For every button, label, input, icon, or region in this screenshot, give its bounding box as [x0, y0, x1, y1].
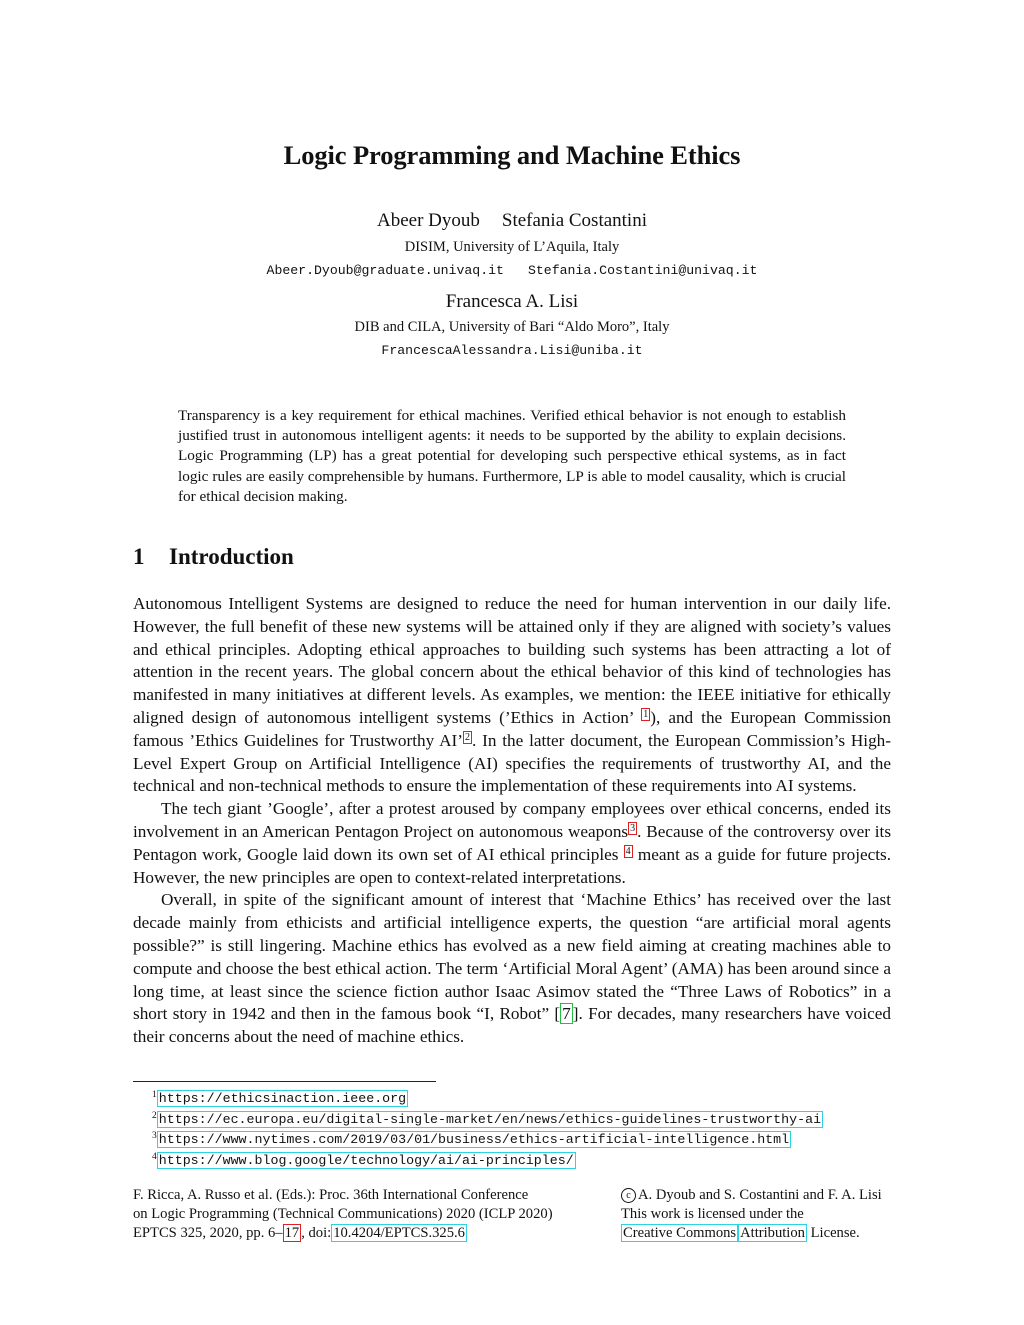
footnote-url-link[interactable]: https://ethicsinaction.ieee.org [158, 1091, 407, 1106]
author-name-group-2: Francesca A. Lisi [445, 291, 579, 312]
citation-link-7[interactable]: 7 [562, 1004, 571, 1024]
affiliation-group-1: DISIM, University of L’Aquila, Italy [404, 239, 620, 255]
footnote-divider [133, 1081, 436, 1082]
section-number: 1 [133, 544, 145, 569]
author-names-group-1 [0, 210, 1024, 232]
author-email: Stefania.Costantini@univaq.it [527, 263, 758, 278]
author-email: Abeer.Dyoub@graduate.univaq.it [266, 263, 504, 278]
affiliation-group-2: DIB and CILA, University of Bari “Aldo Moro”, Italy [354, 319, 670, 335]
paragraph-2: The tech giant ’Google’, after a protest aroused by company employees over ethical concerns, ended its involvement in an American Pentagon Project on autonomous weapons $^3$ . Because of the controversy over its Pentagon work, Google laid down its own set of AI ethical principles $^4$ meant as a guide for future projects. However, the new principles are open to context-related interpretations. [133, 799, 892, 887]
body-text [133, 593, 891, 1049]
footnote-link-2[interactable]: 2 [464, 731, 470, 743]
footnote-4: $^4$ https://www.blog.google/technology/ai/ai-principles/ [152, 1151, 574, 1168]
footnote-1: $^1$ https://ethicsinaction.ieee.org [152, 1090, 407, 1106]
footnote-2: $^2$ https://ec.europa.eu/digital-single-market/en/news/ethics-guidelines-trustworthy-ai [152, 1110, 822, 1127]
creative-commons-link[interactable]: Creative Commons [623, 1224, 737, 1241]
footnote-url-link[interactable]: https://www.nytimes.com/2019/03/01/business/ethics-artificial-intelligence.html [158, 1132, 790, 1147]
emails-group-1 [0, 263, 1024, 278]
section-title: Introduction [169, 544, 294, 569]
author-name: Stefania Costantini [501, 210, 647, 231]
footnote-link-1[interactable]: 1 [643, 708, 649, 720]
publication-info: F. Ricca, A. Russo et al. (Eds.): Proc. 36th International Conference on Logic Programming (Technical Communications) 2020 (ICLP 2020) EPTCS 325, 2020, pp. 6– 17 , doi: 10.4204/EPTCS.325.6 [133, 1187, 553, 1241]
email-group-2: FrancescaAlessandra.Lisi@uniba.it [381, 343, 643, 358]
attribution-link[interactable]: Attribution [740, 1224, 805, 1241]
footnote-link-3[interactable]: 3 [630, 822, 636, 834]
doi-link[interactable]: 10.4204/EPTCS.325.6 [333, 1224, 465, 1241]
footnote-link-4[interactable]: 4 [625, 845, 631, 857]
copyright-icon: c [621, 1188, 636, 1203]
paragraph-3: Overall, in spite of the significant amount of interest that ‘Machine Ethics’ has received over the last decade mainly from ethicists and artificial intelligence experts, the question “are artificial moral agents possible?” is still lingering. Machine ethics has evolved as a new field aiming at creating machines able to compute and choose the best ethical action. The term ‘Artificial Moral Agent’ (AMA) has been around since a long time, at least since the science fiction author Isaac Asimov stated the “Three Laws of Robotics” in a short story in 1942 and then in the famous book “I, Robot” [ 7 ]. For decades, many researchers have voiced their concerns about the need of machine ethics. [133, 890, 891, 1047]
footnote-3: $^3$ https://www.nytimes.com/2019/03/01/business/ethics-artificial-intelligence.html [152, 1131, 790, 1147]
paper-title: Logic Programming and Machine Ethics [283, 140, 741, 170]
footnote-url-link[interactable]: https://ec.europa.eu/digital-single-market/en/news/ethics-guidelines-trustworthy-ai [158, 1111, 822, 1127]
abstract: Transparency is a key requirement for ethical machines. Verified ethical behavior is not enough to establish justified trust in autonomous intelligent agents: it needs to be supported by the ability to explain decisions. Logic Programming (LP) has a great potential for developing such perspective ethical systems, as in fact logic rules are easily comprehensible by humans. Furthermore, LP is able to model causality, which is crucial for ethical decision making. [178, 407, 846, 505]
paragraph-1: Autonomous Intelligent Systems are designed to reduce the need for human intervention in our daily life. However, the full benefit of these new systems will be attained only if they are aligned with society’s values and ethical principles. Adopting ethical approaches to building such systems has been attracting a lot of attention in the recent years. The global concern about the ethical behavior of this kind of technologies has manifested in many initiatives at different levels. As examples, we mention: the IEEE initiative for ethically aligned design of autonomous intelligent systems (’Ethics in Action’ $^1$ ), and the European Commission famous ’Ethics Guidelines for Trustworthy AI’ $^2$ . In the latter document, the European Commission’s High-Level Expert Group on Artificial Intelligence (AI) specifies the requirements of trustworthy AI, and the technical and non-technical methods to ensure the implementation of these requirements into AI systems. [133, 594, 891, 796]
license-info: c A. Dyoub and S. Costantini and F. A. Lisi This work is licensed under the Creative Commons Attribution License. [621, 1187, 882, 1241]
author-name: Abeer Dyoub [376, 210, 480, 231]
end-page-link[interactable]: 17 [284, 1224, 300, 1241]
section-heading [133, 544, 294, 570]
footnote-url-link[interactable]: https://www.blog.google/technology/ai/ai-principles/ [158, 1152, 574, 1168]
footnotes [152, 1088, 892, 1170]
